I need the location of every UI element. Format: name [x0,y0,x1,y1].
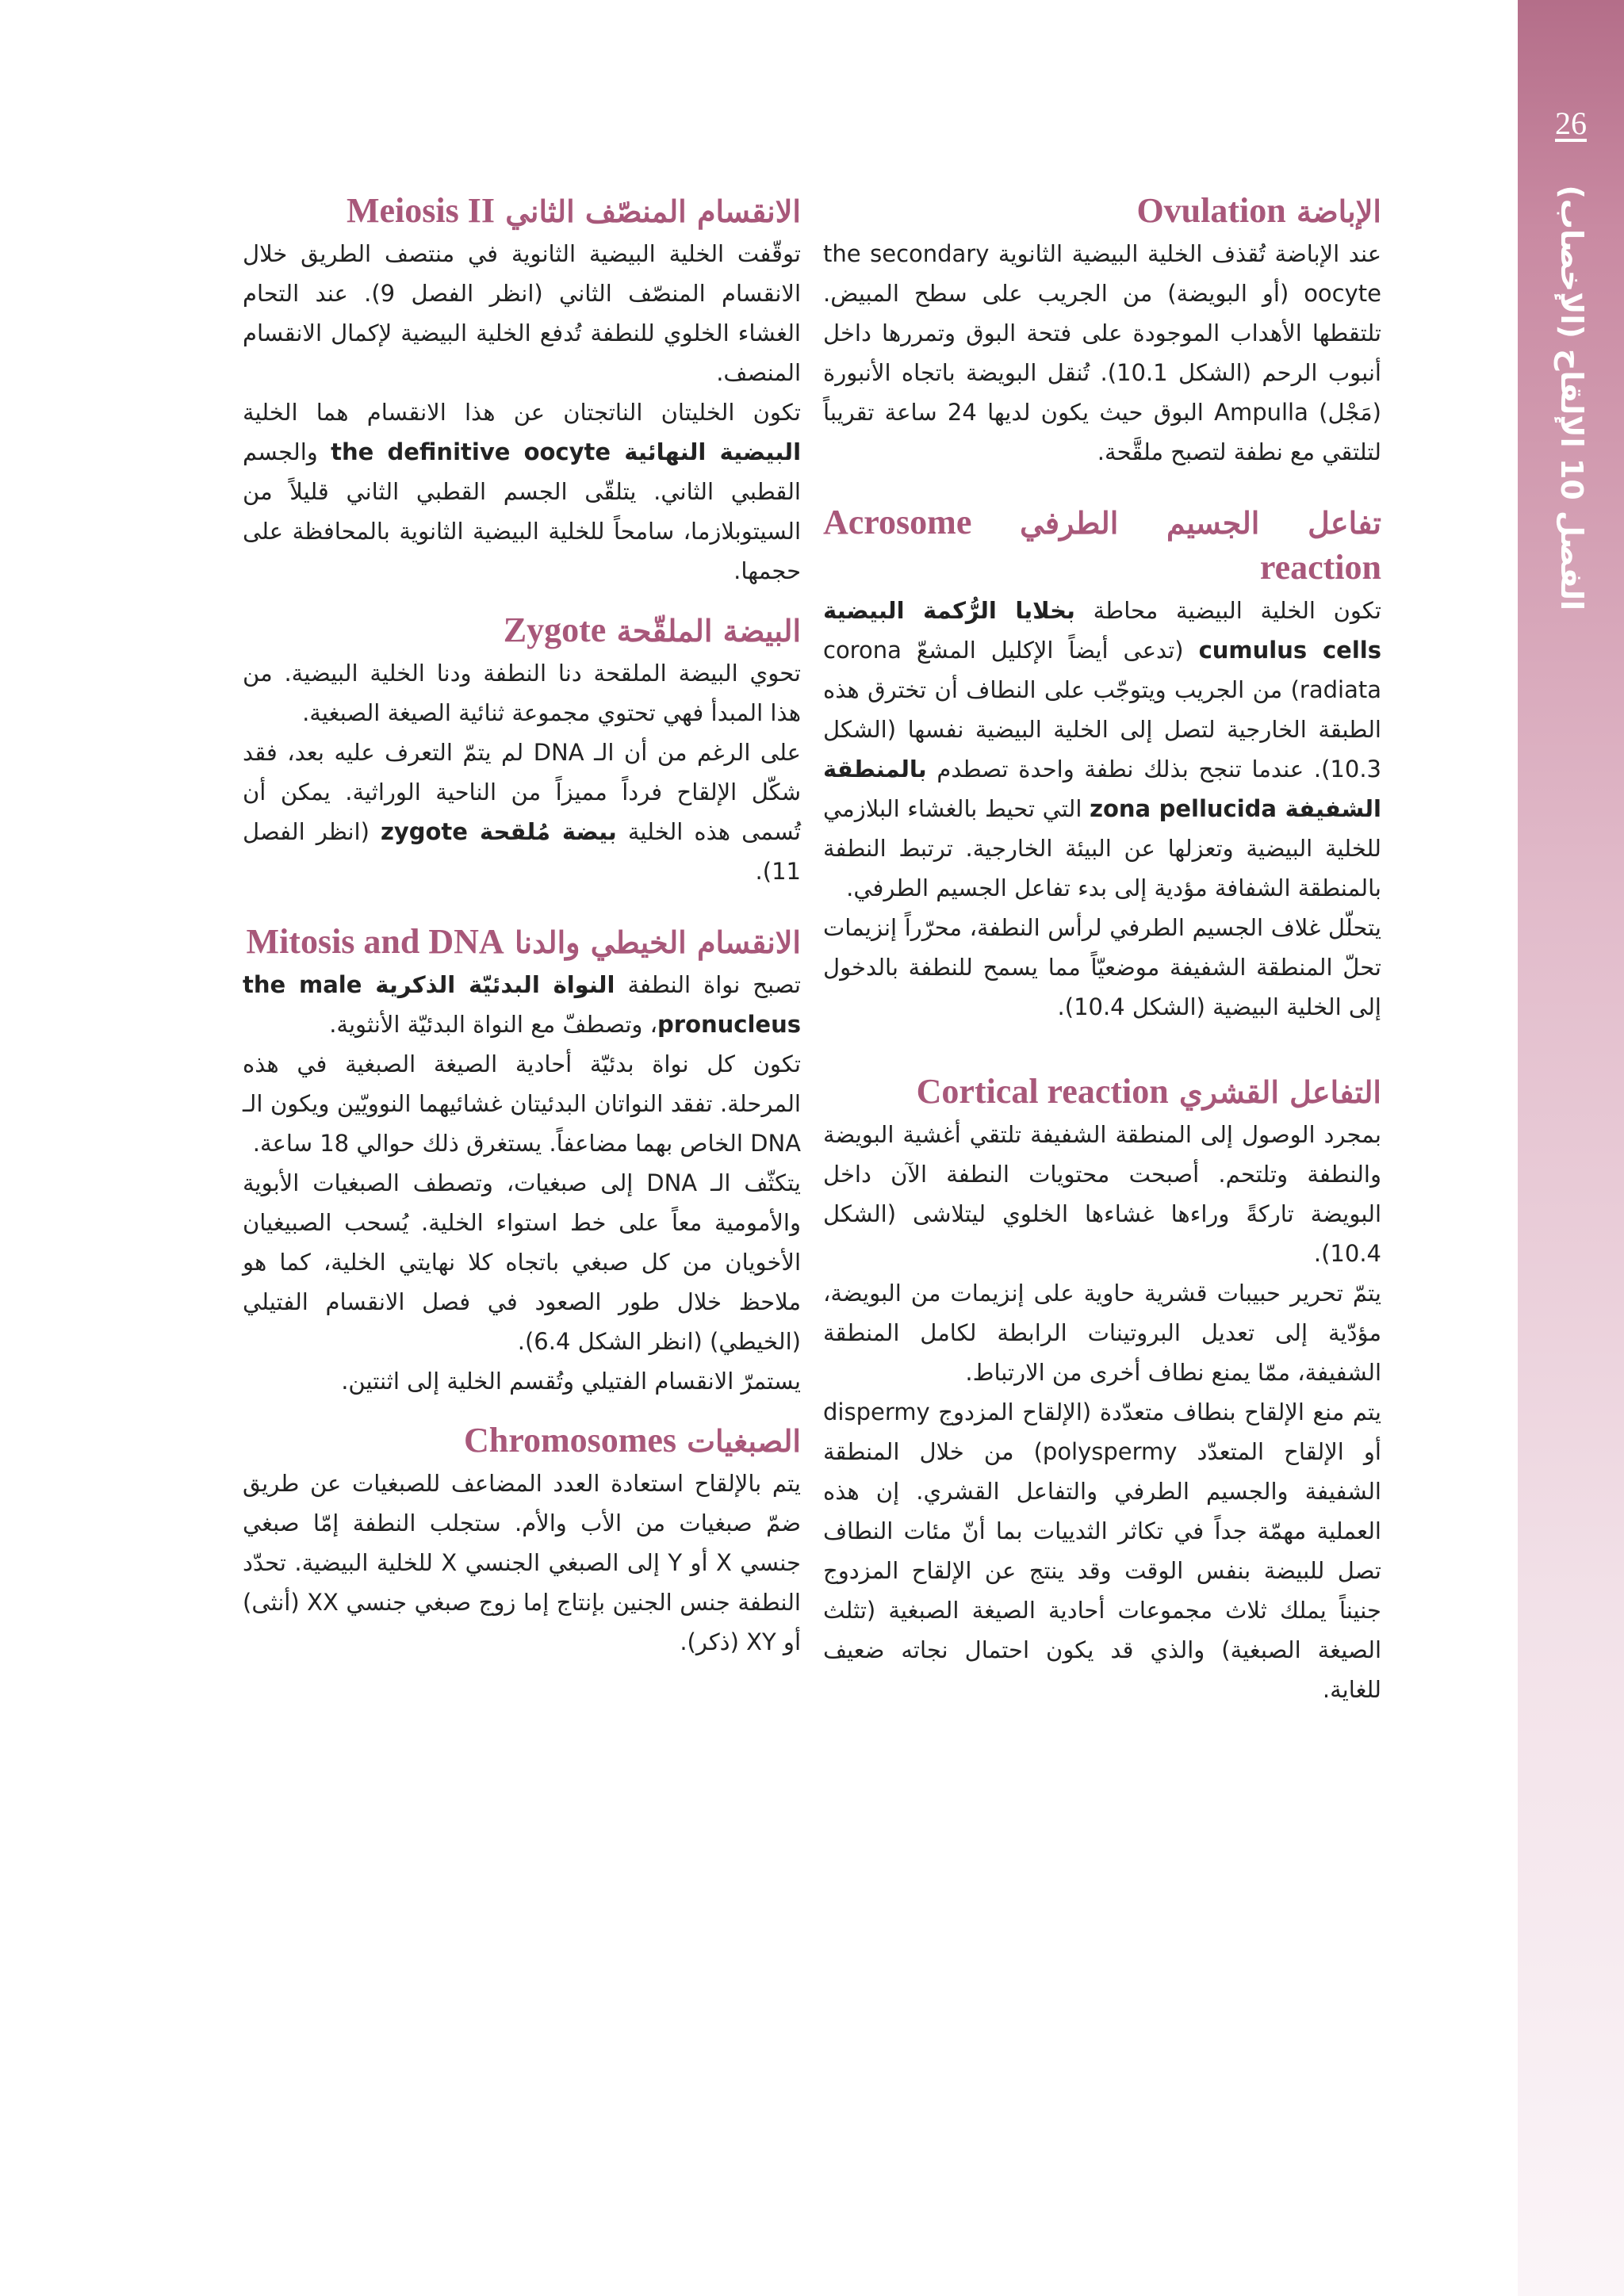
acrosome-text-a: تكون الخلية البيضية محاطة [1074,597,1381,624]
paragraph-cortical-1: بمجرد الوصول إلى المنطقة الشفيفة تلتقي أغشية البويضة والنطفة وتلتحم. أصبحت محتويات النطفة الآن داخل البويضة تاركةً وراءها غشاءها الخلوي ليتلاشى (الشكل 10.4). [823,1121,1381,1267]
heading-meiosis [243,189,801,234]
heading-chromosomes-en: Chromosomes [463,1421,677,1460]
heading-ovulation-ar: الإباضة [1296,193,1381,229]
heading-mitosis-en: Mitosis and DNA [246,922,504,961]
heading-acrosome-en: Acrosome reaction [823,503,1381,587]
mitosis-text-a: تصبح نواة النطفة [615,971,801,998]
paragraph-chromosomes: يتم بالإلقاح استعادة العدد المضاعف للصبغيات عن طريق ضمّ صبغيات من الأب والأم. ستجلب النطفة إمّا صبغي جنسي X أو Y إلى الصبغي الجنسي X للخلية البيضية. تحدّد النطفة جنس الجنين بإنتاج إما زوج صبغي جنسي XX (أنثى) أو XY (ذكر). [243,1470,801,1655]
left-column [243,189,801,1662]
heading-mitosis [243,920,801,965]
paragraph-mitosis-1 [243,965,801,1044]
heading-meiosis-ar: الانقسام المنصّف الثاني [505,193,801,229]
heading-ovulation-en: Ovulation [1136,191,1286,230]
acrosome-text-c: (تدعى أيضاً الإكليل المشعّ corona radiata) من الجريب ويتوجّب على النطاف أن تخترق هذه الطبقة الخارجية لتصل إلى الخلية البيضية نفسها (الشكل 10.3). عندما تنجح بذلك نطفة واحدة تصطدم [823,637,1381,783]
paragraph-cortical-2: يتمّ تحرير حبيبات قشرية حاوية على إنزيمات من البويضة، مؤدّية إلى تعديل البروتينات الرابطة لكامل المنطقة الشفيفة، ممّا يمنع نطاف أخرى من الارتباط. [823,1280,1381,1386]
paragraph-meiosis-1: توقّفت الخلية البيضية الثانوية في منتصف الطريق خلال الانقسام المنصّف الثاني (انظر الفصل 9). عند التحام الغشاء الخلوي للنطفة تُدفع الخلية البيضية لإكمال الانقسام المنصف. [243,240,802,386]
term-zygote: بيضة مُلقحة zygote [380,818,617,845]
chapter-sidebar [1518,0,1624,2296]
right-column [823,189,1381,1709]
meiosis-text-a: تكون الخليتان الناتجتان عن هذا الانقسام هما الخلية [243,399,801,426]
heading-cortical [823,1070,1381,1115]
paragraph-zygote-2 [243,733,801,891]
paragraph-mitosis-3: يتكثّف الـ DNA إلى صبغيات، وتصطف الصبغيات الأبوية والأمومية معاً على خط استواء الخلية. يُسحب الصبيغيان الأخويان من كل صبغي باتجاه كلا نهايتي الخلية، كما هو ملاحظ خلال طور الصعود في فصل الانقسام الفتيلي (الخيطي) (انظر الشكل 6.4). [243,1169,802,1355]
term-male-pronucleus: النواة البدئيّة الذكرية the male pronucleus [243,971,801,1038]
paragraph-acrosome-2: يتحلّل غلاف الجسيم الطرفي لرأس النطفة، محرّراً إنزيمات تحلّ المنطقة الشفيفة موضعيّاً مما يسمح للنطفة بالدخول إلى الخلية البيضية (الشكل 10.4). [823,914,1381,1020]
zygote-text-a: على الرغم من أن الـ DNA لم يتمّ التعرف عليه بعد، فقد شكّل الإلقاح فرداً مميزاً من الناحية الوراثية. يمكن أن تُسمى هذه الخلية [243,739,802,845]
paragraph-ovulation: عند الإباضة تُقذف الخلية البيضية الثانوية the secondary oocyte (أو البويضة) من الجريب على سطح المبيض. تلتقطها الأهداب الموجودة على فتحة البوق وتمررها داخل أنبوب الرحم (الشكل 10.1). تُنقل البويضة باتجاه الأنبورة (مَجْل) Ampulla البوق حيث يكون لديها 24 ساعة تقريباً لتلتقي مع نطفة لتصبح ملقَّحة. [823,240,1382,465]
paragraph-meiosis-2 [243,392,801,591]
page-number: 26 [1555,105,1587,141]
heading-cortical-ar: التفاعل القشري [1178,1074,1381,1110]
mitosis-text-c: ، وتصطفّ مع النواة البدئيّة الأنثوية. [329,1011,658,1038]
paragraph-zygote-1: تحوي البيضة الملقحة دنا النطفة ودنا الخلية البيضية. من هذا المبدأ فهي تحتوي مجموعة ثنائية الصيغة الصبغية. [243,660,801,726]
meiosis-text-c: والجسم القطبي الثاني. يتلقّى الجسم القطبي الثاني قليلاً من السيتوبلازما، سامحاً للخلية البيضية الثانوية بالمحافظة على حجمها. [243,438,801,584]
heading-chromosomes [243,1418,801,1464]
heading-mitosis-ar: الانقسام الخيطي والدنا [514,924,801,960]
term-definitive-oocyte: البيضية النهائية the definitive oocyte [331,438,802,465]
zygote-text-c: (انظر الفصل 11). [243,818,801,885]
heading-zygote-en: Zygote [503,610,607,649]
heading-acrosome-ar: تفاعل الجسيم الطرفي [1020,505,1381,541]
heading-cortical-en: Cortical reaction [916,1072,1169,1111]
heading-meiosis-en: Meiosis II [346,191,495,230]
paragraph-mitosis-2: تكون كل نواة بدئيّة أحادية الصيغة الصبغية في هذه المرحلة. تفقد النواتان البدئيتان غشائيهما النوويّين ويكون الـ DNA الخاص بهما مضاعفاً. يستغرق ذلك حوالي 18 ساعة. [243,1050,801,1157]
heading-zygote-ar: البيضة الملقّحة [616,613,801,649]
heading-chromosomes-ar: الصبغيات [687,1423,801,1459]
term-zona-pellucida: بالمنطقة الشفيفة zona pellucida [823,756,1381,822]
acrosome-text-e: التي تحيط بالغشاء البلازمي للخلية البيضية وتعزلها عن البيئة الخارجية. ترتبط النطفة بالمنطقة الشفافة مؤدية إلى بدء تفاعل الجسيم الطرفي. [823,795,1381,901]
paragraph-acrosome-1 [823,591,1381,908]
heading-zygote [243,608,801,653]
paragraph-mitosis-4: يستمرّ الانقسام الفتيلي وتُقسم الخلية إلى اثنتين. [341,1368,801,1395]
chapter-title-container [1551,185,1592,610]
term-cumulus-cells: بخلايا الرُّكمة البيضية cumulus cells [823,597,1381,664]
heading-acrosome [823,500,1381,591]
chapter-title: الفصل 10 الإلقاح (الإخصاب) [1554,185,1589,610]
paragraph-cortical-3: يتم منع الإلقاح بنطاف متعدّدة (الإلقاح المزدوج dispermy أو الإلقاح المتعدّد polyspermy) من خلال المنطقة الشفيفة والجسيم الطرفي والتفاعل القشري. إن هذه العملية مهمّة جداً في تكاثر الثدييات بما أنّ مئات النطاف تصل للبيضة بنفس الوقت وقد ينتج عن الإلقاح المزدوج جنيناً يملك ثلاث مجموعات أحادية الصيغة الصبغية (تثلث الصيغة الصبغية) والذي قد يكون احتمال نجاته ضعيف للغاية. [823,1399,1381,1703]
heading-ovulation [823,189,1381,234]
